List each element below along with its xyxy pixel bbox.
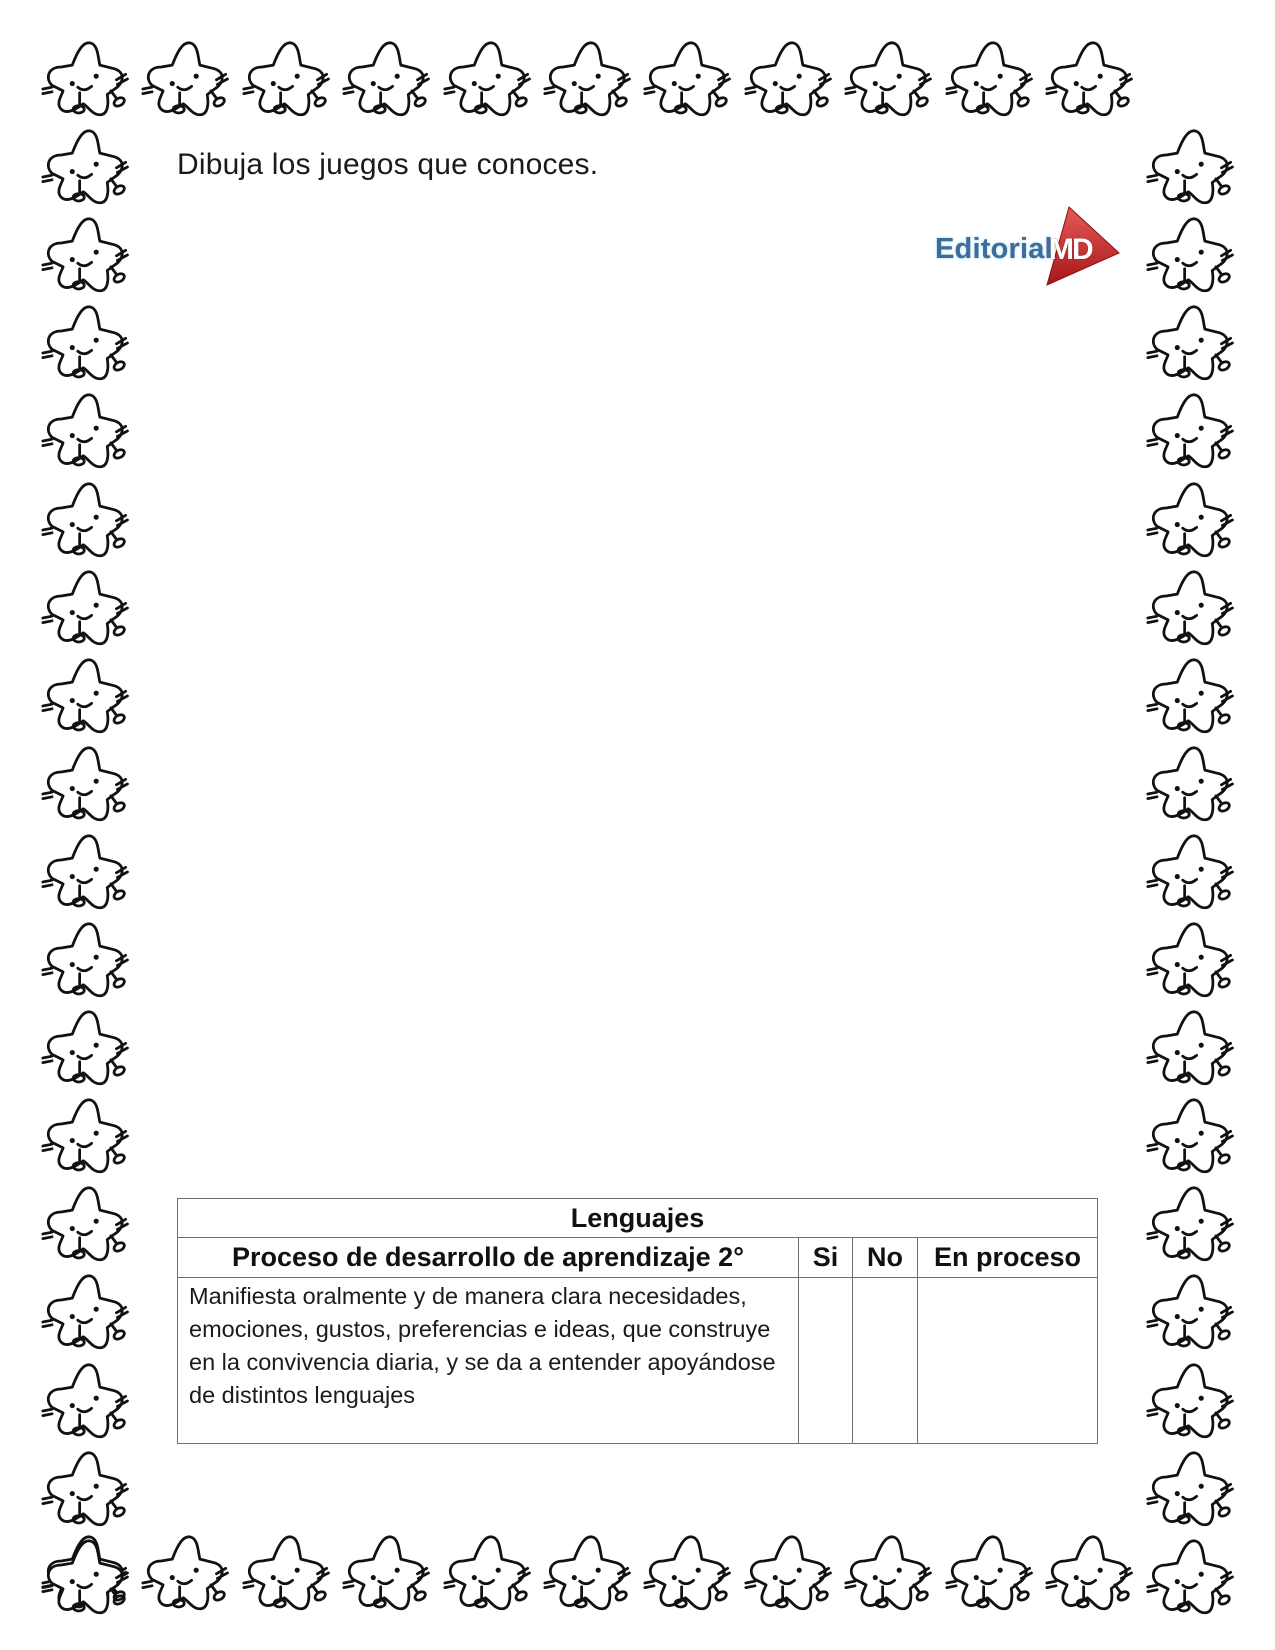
star-icon — [1146, 1089, 1238, 1181]
star-icon — [41, 120, 133, 212]
star-icon — [643, 1526, 735, 1618]
star-icon — [41, 1089, 133, 1181]
table-row — [178, 1278, 1098, 1444]
star-icon — [643, 32, 735, 124]
header-si: Si — [799, 1238, 853, 1278]
star-icon — [1146, 913, 1238, 1005]
star-icon — [41, 649, 133, 741]
star-icon — [41, 1001, 133, 1093]
star-icon — [242, 32, 334, 124]
star-icon — [1146, 208, 1238, 300]
instruction-text: Dibuja los juegos que conoces. — [177, 148, 599, 181]
header-process: Proceso de desarrollo de aprendizaje 2° — [178, 1238, 799, 1278]
star-icon — [1146, 1265, 1238, 1357]
star-icon — [41, 208, 133, 300]
star-icon — [945, 32, 1037, 124]
star-icon — [141, 1526, 233, 1618]
star-icon — [41, 737, 133, 829]
star-icon — [41, 384, 133, 476]
star-icon — [41, 1354, 133, 1446]
check-en-proceso-cell[interactable] — [918, 1278, 1098, 1444]
star-icon — [141, 32, 233, 124]
star-icon — [543, 1526, 635, 1618]
star-icon — [1146, 737, 1238, 829]
check-si-cell[interactable] — [799, 1278, 853, 1444]
star-icon — [1146, 473, 1238, 565]
star-icon — [41, 1265, 133, 1357]
star-icon — [1146, 384, 1238, 476]
star-icon — [844, 32, 936, 124]
star-icon — [242, 1526, 334, 1618]
check-no-cell[interactable] — [853, 1278, 918, 1444]
star-icon — [1146, 120, 1238, 212]
header-no: No — [853, 1238, 918, 1278]
logo-word: Editorial — [935, 233, 1053, 265]
star-icon — [1045, 1526, 1137, 1618]
star-icon — [41, 913, 133, 1005]
star-icon — [1146, 296, 1238, 388]
star-icon — [1146, 1177, 1238, 1269]
editorial-md-logo — [935, 205, 1120, 287]
star-icon — [41, 1177, 133, 1269]
table-title: Lenguajes — [178, 1199, 1098, 1238]
header-en-proceso: En proceso — [918, 1238, 1098, 1278]
evaluation-table — [177, 1198, 1098, 1444]
star-icon — [41, 825, 133, 917]
star-icon — [342, 32, 434, 124]
logo-mark: MD — [1049, 233, 1092, 266]
star-icon — [744, 1526, 836, 1618]
star-icon — [443, 1526, 535, 1618]
star-icon — [844, 1526, 936, 1618]
star-icon — [1146, 1530, 1238, 1622]
star-icon — [1146, 1442, 1238, 1534]
star-icon — [744, 32, 836, 124]
star-icon — [41, 1442, 133, 1534]
star-icon — [41, 1530, 133, 1622]
star-icon — [1146, 649, 1238, 741]
star-icon — [41, 1526, 133, 1618]
star-icon — [342, 1526, 434, 1618]
table-header-row — [178, 1238, 1098, 1278]
star-icon — [443, 32, 535, 124]
table-title-row — [178, 1199, 1098, 1238]
star-icon — [1146, 1354, 1238, 1446]
row-description: Manifiesta oralmente y de manera clara necesidades, emociones, gustos, preferencias e ideas, que construye en la convivencia diaria, y se da a entender apoyándose de distintos lenguajes — [178, 1278, 799, 1444]
star-icon — [41, 473, 133, 565]
star-icon — [945, 1526, 1037, 1618]
star-icon — [41, 32, 133, 124]
star-icon — [41, 561, 133, 653]
star-icon — [1146, 825, 1238, 917]
star-icon — [1146, 1001, 1238, 1093]
star-icon — [41, 296, 133, 388]
star-icon — [1045, 32, 1137, 124]
star-icon — [1146, 561, 1238, 653]
star-icon — [543, 32, 635, 124]
